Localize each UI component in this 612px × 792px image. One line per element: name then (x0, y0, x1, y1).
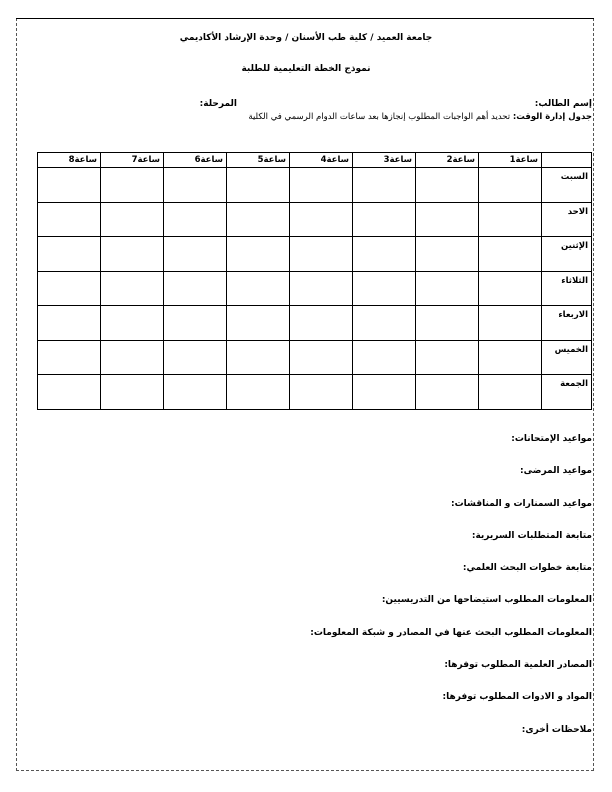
schedule-cell[interactable] (479, 375, 542, 410)
schedule-cell[interactable] (353, 340, 416, 375)
schedule-cell[interactable] (164, 340, 227, 375)
schedule-cell[interactable] (416, 237, 479, 272)
top-rule (16, 18, 594, 19)
schedule-cell[interactable] (38, 271, 101, 306)
schedule-cell[interactable] (101, 202, 164, 237)
schedule-cell[interactable] (290, 271, 353, 306)
day-label: الاربعاء (542, 306, 592, 341)
schedule-cell[interactable] (164, 202, 227, 237)
student-name-label: إسم الطالب: (534, 99, 592, 109)
schedule-cell[interactable] (38, 306, 101, 341)
schedule-cell[interactable] (227, 340, 290, 375)
table-row (38, 202, 592, 237)
hour-header: ساعة7 (101, 153, 164, 168)
hour-header: ساعة3 (353, 153, 416, 168)
schedule-cell[interactable] (227, 271, 290, 306)
schedule-cell[interactable] (164, 237, 227, 272)
day-label: السبت (542, 168, 592, 203)
day-label: الإثنين (542, 237, 592, 272)
schedule-cell[interactable] (479, 202, 542, 237)
schedule-cell[interactable] (164, 306, 227, 341)
schedule-cell[interactable] (290, 202, 353, 237)
note-exam-dates: مواعيد الإمتحانات: (511, 434, 592, 444)
day-label: الجمعة (542, 375, 592, 410)
schedule-cell[interactable] (353, 168, 416, 203)
schedule-cell[interactable] (290, 375, 353, 410)
schedule-cell[interactable] (227, 237, 290, 272)
hour-header: ساعة1 (479, 153, 542, 168)
hour-header: ساعة4 (290, 153, 353, 168)
time-management-table (37, 152, 592, 410)
table-row (38, 271, 592, 306)
schedule-cell[interactable] (416, 271, 479, 306)
schedule-cell[interactable] (353, 306, 416, 341)
schedule-cell[interactable] (101, 271, 164, 306)
schedule-cell[interactable] (101, 237, 164, 272)
schedule-cell[interactable] (479, 340, 542, 375)
schedule-cell[interactable] (290, 340, 353, 375)
schedule-cell[interactable] (38, 168, 101, 203)
stage-label: المرحلة: (199, 99, 237, 109)
schedule-cell[interactable] (479, 271, 542, 306)
hour-header: ساعة2 (416, 153, 479, 168)
day-label: الثلاثاء (542, 271, 592, 306)
schedule-cell[interactable] (416, 306, 479, 341)
schedule-cell[interactable] (227, 202, 290, 237)
form-title: نموذج الخطة التعليمية للطلبة (241, 64, 371, 74)
table-row (38, 306, 592, 341)
schedule-description-row (32, 112, 592, 122)
notes-section (32, 424, 592, 747)
day-label: الاحد (542, 202, 592, 237)
day-label: الخميس (542, 340, 592, 375)
schedule-cell[interactable] (479, 237, 542, 272)
table-row (38, 340, 592, 375)
note-questions-for-teachers: المعلومات المطلوب استيضاحها من التدريسيين: (381, 595, 592, 606)
note-required-sources: المصادر العلمية المطلوب توفرها: (444, 660, 592, 671)
note-other-remarks: ملاحظات أخرى: (521, 724, 592, 735)
schedule-cell[interactable] (353, 237, 416, 272)
student-info-row (32, 99, 592, 113)
note-research-steps: متابعة خطوات البحث العلمي: (462, 563, 592, 574)
schedule-cell[interactable] (227, 168, 290, 203)
schedule-cell[interactable] (353, 202, 416, 237)
note-seminars: مواعيد السمنارات و المناقشات: (451, 498, 592, 509)
schedule-cell[interactable] (38, 237, 101, 272)
schedule-cell[interactable] (164, 375, 227, 410)
schedule-title-label: جدول إدارة الوقت: (512, 112, 592, 122)
hour-header: ساعة5 (227, 153, 290, 168)
schedule-cell[interactable] (38, 340, 101, 375)
schedule-cell[interactable] (416, 340, 479, 375)
note-info-to-research: المعلومات المطلوب البحث عنها في المصادر و شبكة المعلومات: (310, 627, 592, 638)
schedule-cell[interactable] (101, 306, 164, 341)
schedule-cell[interactable] (101, 340, 164, 375)
schedule-cell[interactable] (101, 168, 164, 203)
schedule-cell[interactable] (353, 375, 416, 410)
schedule-cell[interactable] (227, 306, 290, 341)
note-clinical-requirements: متابعة المتطلبات السريرية: (471, 530, 592, 541)
hour-header: ساعة8 (38, 153, 101, 168)
schedule-cell[interactable] (227, 375, 290, 410)
schedule-cell[interactable] (38, 375, 101, 410)
schedule-cell[interactable] (353, 271, 416, 306)
institution-header: جامعة العميد / كلية طب الأسنان / وحدة الإرشاد الأكاديمي (179, 33, 433, 43)
table-row (38, 168, 592, 203)
note-patient-appointments: مواعيد المرضى: (520, 466, 592, 477)
table-row (38, 237, 592, 272)
schedule-cell[interactable] (479, 306, 542, 341)
schedule-cell[interactable] (416, 202, 479, 237)
schedule-cell[interactable] (290, 237, 353, 272)
table-header-row (38, 153, 592, 168)
schedule-cell[interactable] (416, 375, 479, 410)
schedule-cell[interactable] (290, 306, 353, 341)
schedule-cell[interactable] (290, 168, 353, 203)
corner-cell (542, 153, 592, 168)
note-required-materials: المواد و الادوات المطلوب توفرها: (442, 692, 592, 703)
hour-header: ساعة6 (164, 153, 227, 168)
schedule-cell[interactable] (38, 202, 101, 237)
schedule-cell[interactable] (479, 168, 542, 203)
schedule-cell[interactable] (164, 168, 227, 203)
schedule-cell[interactable] (164, 271, 227, 306)
schedule-cell[interactable] (101, 375, 164, 410)
table-row (38, 375, 592, 410)
schedule-description: تحديد أهم الواجبات المطلوب إنجازها بعد ساعات الدوام الرسمي في الكلية (248, 112, 511, 122)
schedule-cell[interactable] (416, 168, 479, 203)
